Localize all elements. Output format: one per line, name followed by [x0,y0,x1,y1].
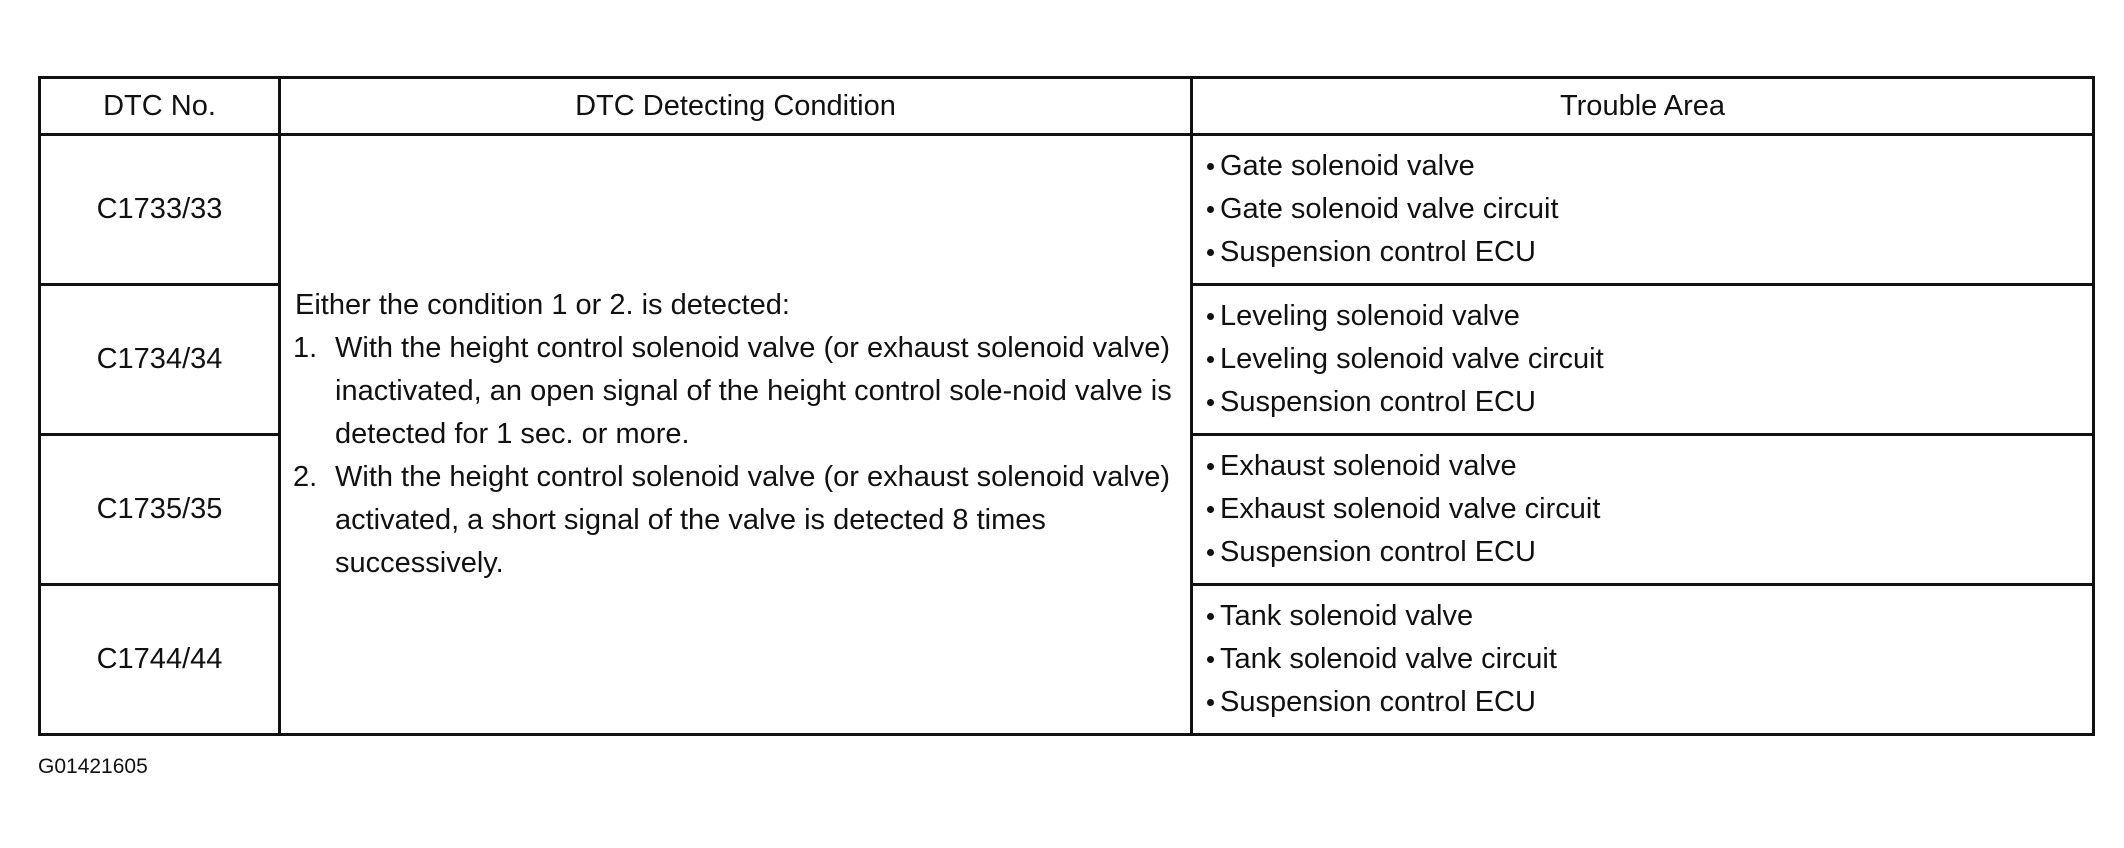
bullet-icon [1207,699,1214,706]
condition-text: With the height control solenoid valve (or exhaust solenoid valve) activated, a short signal of the valve is detected 8 times successively. [335,461,1171,579]
trouble-area-item [1207,638,2092,681]
trouble-area-item [1207,595,2092,638]
condition-number: 1. [293,332,318,364]
trouble-area-item [1207,681,2092,724]
detecting-condition [280,135,1192,735]
trouble-area-list [1207,595,2092,724]
trouble-area-text: Leveling solenoid valve [1220,300,1520,332]
trouble-area-text: Suspension control ECU [1220,386,1536,418]
bullet-icon [1207,549,1214,556]
trouble-area-text: Exhaust solenoid valve [1220,450,1517,482]
dtc-code: C1733/33 [40,135,280,285]
trouble-area-cell [1192,435,2094,585]
trouble-area-item [1207,145,2092,188]
header-trouble-area: Trouble Area [1192,78,2094,135]
bullet-icon [1207,356,1214,363]
trouble-area-text: Leveling solenoid valve circuit [1220,343,1604,375]
table-row [40,135,2094,285]
header-dtc-no: DTC No. [40,78,280,135]
dtc-code: C1734/34 [40,285,280,435]
bullet-icon [1207,463,1214,470]
bullet-icon [1207,206,1214,213]
condition-item [293,327,1172,456]
trouble-area-cell [1192,585,2094,735]
trouble-area-item [1207,445,2092,488]
trouble-area-text: Suspension control ECU [1220,536,1536,568]
dtc-code: C1744/44 [40,585,280,735]
header-detecting-condition: DTC Detecting Condition [280,78,1192,135]
trouble-area-list [1207,445,2092,574]
trouble-area-cell [1192,285,2094,435]
trouble-area-item [1207,338,2092,381]
dtc-code: C1735/35 [40,435,280,585]
bullet-icon [1207,163,1214,170]
bullet-icon [1207,249,1214,256]
trouble-area-text: Gate solenoid valve [1220,150,1475,182]
trouble-area-cell [1192,135,2094,285]
trouble-area-item [1207,295,2092,338]
trouble-area-item [1207,488,2092,531]
trouble-area-list [1207,295,2092,424]
trouble-area-list [1207,145,2092,274]
trouble-area-text: Suspension control ECU [1220,236,1536,268]
bullet-icon [1207,506,1214,513]
condition-list [293,327,1172,585]
bullet-icon [1207,313,1214,320]
condition-text: With the height control solenoid valve (or exhaust solenoid valve) inactivated, an open signal of the height control sole-noid valve is detected for 1 sec. or more. [335,332,1172,450]
trouble-area-item [1207,531,2092,574]
trouble-area-text: Tank solenoid valve [1220,600,1474,632]
bullet-icon [1207,613,1214,620]
table-header-row [40,78,2094,135]
condition-intro: Either the condition 1 or 2. is detected: [295,289,790,321]
trouble-area-text: Tank solenoid valve circuit [1220,643,1557,675]
trouble-area-item [1207,381,2092,424]
trouble-area-text: Exhaust solenoid valve circuit [1220,493,1601,525]
trouble-area-text: Suspension control ECU [1220,686,1536,718]
condition-item [293,456,1172,585]
figure-id: G01421605 [38,755,148,778]
bullet-icon [1207,399,1214,406]
condition-number: 2. [293,461,318,493]
trouble-area-text: Gate solenoid valve circuit [1220,193,1559,225]
dtc-table [38,76,2095,736]
trouble-area-item [1207,188,2092,231]
trouble-area-item [1207,231,2092,274]
bullet-icon [1207,656,1214,663]
